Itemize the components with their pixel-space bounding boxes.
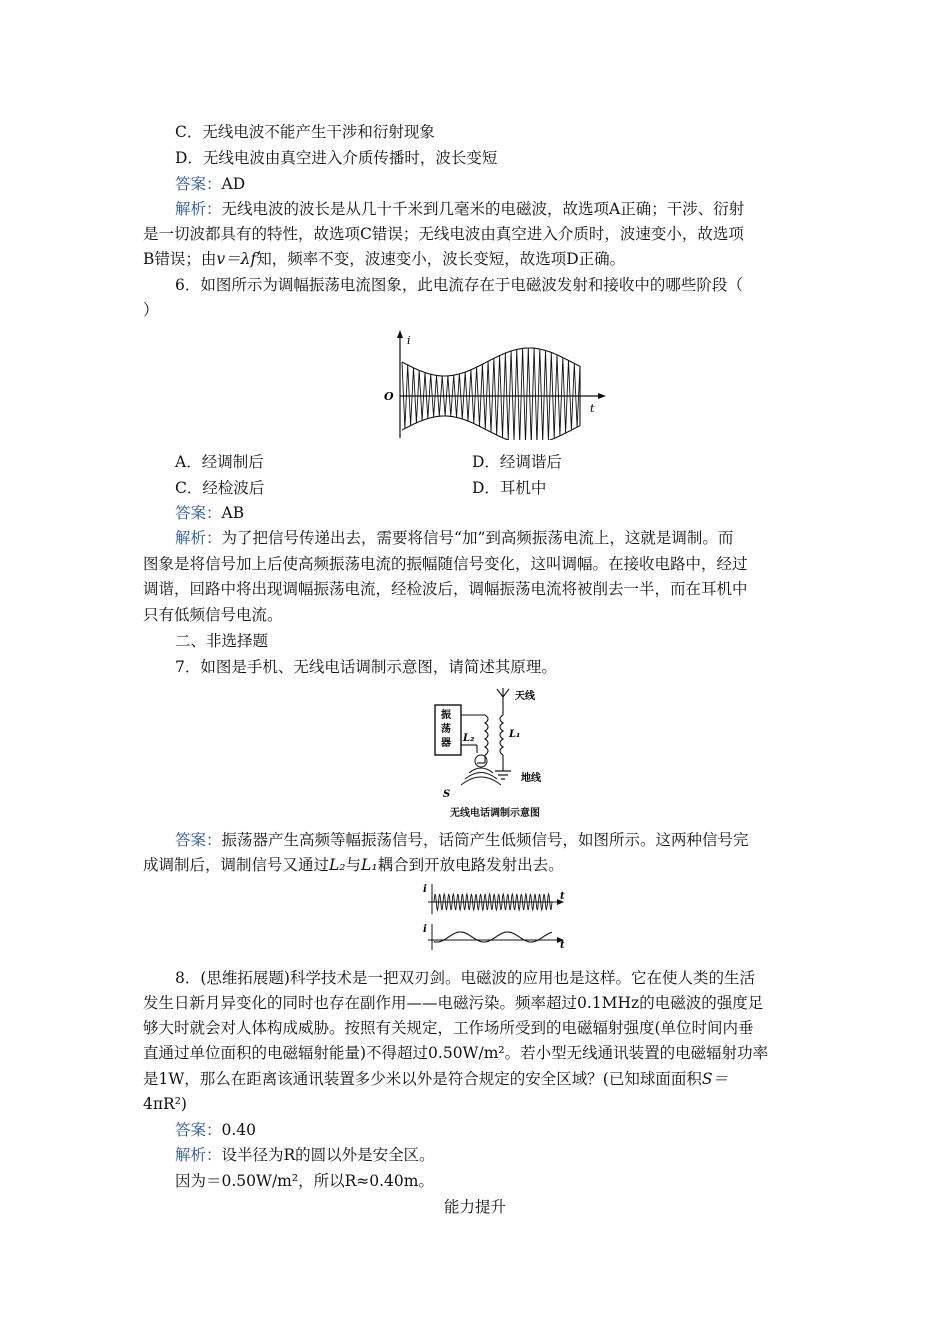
q7-answer-line2: 成调制后，调制信号又通过L₂与L₁耦合到开放电路发射出去。 [143, 856, 564, 874]
q7-answer-line1: 答案：振荡器产生高频等幅振荡信号，话筒产生低频信号，如图所示。这两种信号完 [175, 831, 749, 849]
q5-answer [175, 174, 245, 194]
q8-line6: 4πR²) [143, 1095, 187, 1113]
oscillator-char-1: 振 [441, 710, 451, 721]
q5-option-c: C．无线电波不能产生干涉和衍射现象 [175, 123, 435, 141]
answer-label: 答案： [175, 175, 222, 193]
answer-value: AB [221, 504, 245, 522]
analysis-label: 解析： [175, 1146, 222, 1164]
q8-analysis-line2: 因为＝0.50W/m²，所以R≈0.40m。 [175, 1172, 434, 1190]
label-s: S [443, 789, 451, 800]
oscillator-char-3: 器 [441, 738, 451, 749]
formula: v＝λf [216, 250, 257, 268]
carrier-wave [402, 348, 580, 440]
wave1-y-label: i [423, 884, 427, 895]
answer-value: AD [221, 175, 246, 193]
figure-caption: 无线电话调制示意图 [450, 808, 540, 819]
q6-answer [175, 503, 244, 523]
q8-line4: 直通过单位面积的电磁辐射能量)不得超过0.50W/m²。若小型无线通讯装置的电磁辐射功率 [143, 1044, 769, 1062]
x-axis-arrow [598, 393, 606, 399]
am-current-figure [380, 328, 610, 440]
label-antenna: 天线 [515, 691, 535, 702]
q5-analysis-line3: B错误；由v＝λf知，频率不变，波速变小，波长变短，故选项D正确。 [143, 250, 626, 268]
q5-analysis-line1: 解析：无线电波的波长是从几十千米到几毫米的电磁波，故选项A正确；干涉、衍射 [175, 200, 745, 218]
label-ground: 地线 [521, 773, 541, 784]
coil-l1 [500, 715, 503, 755]
origin-label: O [384, 390, 394, 403]
signal-waves-figure [420, 880, 570, 952]
y-axis-label: i [407, 334, 411, 347]
answer-label: 答案： [175, 831, 222, 849]
answer-label: 答案： [175, 504, 222, 522]
q6-analysis-line3: 调谐，回路中将出现调幅振荡电流，经检波后，调幅振荡电流将被削去一半，而在耳机中 [143, 580, 748, 598]
q6-option-d: D．耳机中 [472, 479, 547, 497]
oscillator-char-2: 荡 [441, 724, 451, 735]
q8-analysis-line1: 解析：设半径为R的圆以外是安全区。 [175, 1146, 435, 1164]
q8-line5: 是1W，那么在距离该通讯装置多少米以外是符合规定的安全区域？(已知球面面积S＝ [143, 1070, 728, 1088]
radio-modulation-figure [425, 685, 565, 820]
analysis-label: 解析： [175, 200, 222, 218]
q6-option-c: C．经检波后 [175, 479, 265, 497]
antenna-icon [497, 689, 503, 697]
label-l2: L₂ [463, 733, 475, 744]
q6-stem-line2: ） [143, 301, 159, 319]
q6-analysis-line2: 图象是将信号加上后使高频振荡电流的振幅随信号变化，这叫调幅。在接收电路中，经过 [143, 555, 748, 573]
q6-stem-line1: 6．如图所示为调幅振荡电流图象，此电流存在于电磁波发射和接收中的哪些阶段（ [175, 276, 743, 294]
x-axis-label: t [590, 402, 595, 415]
wave2-x-label: t [560, 940, 565, 951]
q5-option-d: D．无线电波由真空进入介质传播时，波长变短 [175, 149, 498, 167]
q6-analysis-line1: 解析：为了把信号传递出去，需要将信号“加”到高频振荡电流上，这就是调制。而 [175, 529, 734, 547]
y-axis-arrow [397, 330, 403, 338]
answer-label: 答案： [175, 1121, 222, 1139]
answer-value: 0.40 [221, 1121, 257, 1139]
section-heading-3: 能力提升 [443, 1198, 506, 1216]
coil-l2 [485, 715, 488, 755]
q8-line2: 发生日新月异变化的同时也存在副作用——电磁污染。频率超过0.1MHz的电磁波的强度足 [143, 994, 764, 1012]
q5-analysis-line2: 是一切波都具有的特性，故选项C错误；无线电波由真空进入介质时，波速变小，故选项 [143, 225, 744, 243]
q6-option-a: A．经调制后 [175, 453, 264, 471]
q6-option-b: D．经调谐后 [472, 453, 562, 471]
q6-analysis-line4: 只有低频信号电流。 [143, 606, 283, 624]
section-heading-2: 二、非选择题 [175, 632, 269, 650]
analysis-label: 解析： [175, 529, 222, 547]
label-l1: L₁ [509, 729, 521, 740]
wave1-x-label: t [560, 891, 565, 902]
q8-answer [175, 1120, 256, 1140]
wave2-y-label: i [423, 924, 427, 935]
q7-stem: 7．如图是手机、无线电话调制示意图，请简述其原理。 [175, 658, 557, 676]
q8-line1: 8．(思维拓展题)科学技术是一把双刃剑。电磁波的应用也是这样。它在使人类的生活 [175, 969, 755, 987]
q8-line3: 够大时就会对人体构成威胁。按照有关规定，工作场所受到的电磁辐射强度(单位时间内垂 [143, 1019, 754, 1037]
